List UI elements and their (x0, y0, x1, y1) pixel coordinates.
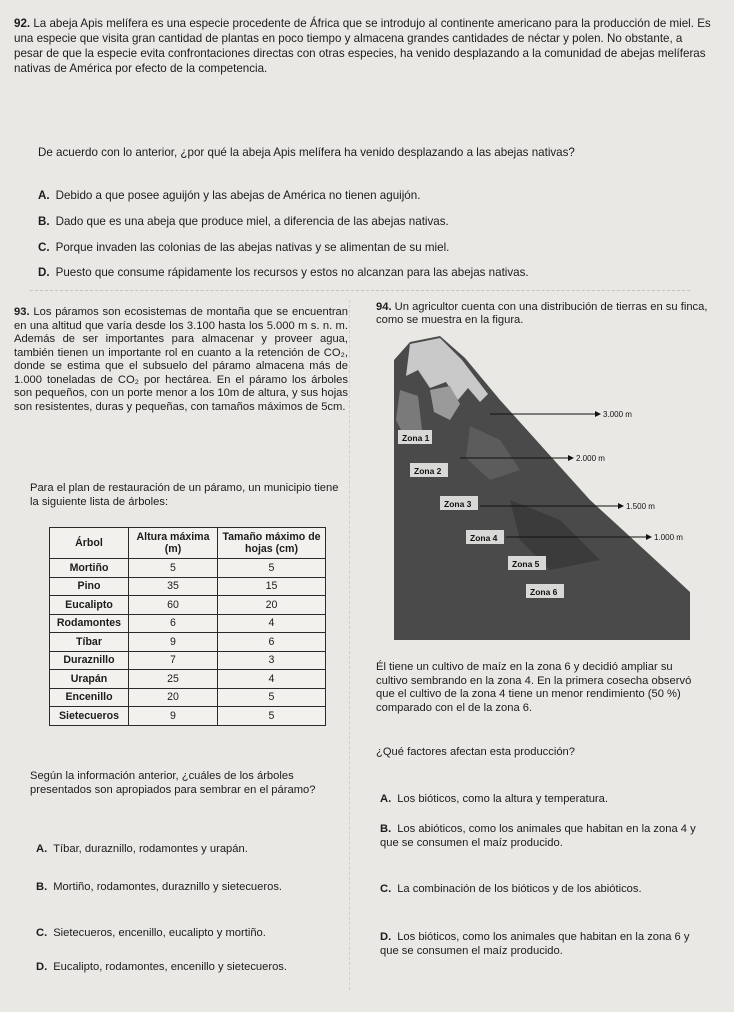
arrow-head-icon (568, 455, 574, 461)
option-letter: B. (36, 881, 48, 893)
zone-label: Zona 6 (530, 587, 558, 597)
table-cell: Sietecueros (50, 707, 129, 726)
table-row (50, 651, 326, 670)
question-94-prompt: ¿Qué factores afectan esta producción? (376, 746, 576, 758)
altitude-label: 1.000 m (654, 533, 683, 542)
table-row (50, 688, 326, 707)
table-cell: 5 (218, 707, 326, 726)
option-letter: A. (380, 793, 392, 805)
option-text: Mortiño, rodamontes, duraznillo y sietecueros. (53, 881, 283, 893)
option-letter: C. (36, 927, 48, 939)
option-letter: A. (38, 189, 50, 202)
table-row (50, 614, 326, 633)
zone-label: Zona 3 (444, 499, 472, 509)
arrow-head-icon (618, 503, 624, 509)
table-row (50, 559, 326, 578)
option-text: Los bióticos, como la altura y temperatura. (397, 793, 608, 805)
table-cell: Encenillo (50, 688, 129, 707)
question-94-passage (376, 301, 716, 327)
table-header: Árbol (50, 528, 129, 559)
question-94-number: 94. (376, 301, 392, 313)
option-letter: D. (36, 961, 48, 973)
zone-label: Zona 1 (402, 433, 430, 443)
table-cell: 5 (218, 559, 326, 578)
table-cell: 5 (218, 688, 326, 707)
question-92-option-b[interactable] (38, 214, 449, 229)
table-cell: Rodamontes (50, 614, 129, 633)
table-row (50, 633, 326, 652)
table-cell: 20 (218, 596, 326, 615)
option-text: Los bióticos, como los animales que habitan en la zona 6 y que se consumen el maíz producido. (380, 931, 690, 957)
option-text: Tíbar, duraznillo, rodamontes y urapán. (53, 843, 248, 855)
column-divider (349, 300, 350, 990)
table-cell: Duraznillo (50, 651, 129, 670)
option-letter: D. (38, 266, 50, 279)
option-text: Sietecueros, encenillo, eucalipto y mortiño. (53, 927, 266, 939)
table-cell: 3 (218, 651, 326, 670)
option-letter: D. (380, 931, 392, 943)
option-letter: C. (38, 241, 50, 254)
table-header: Tamaño máximo de hojas (cm) (218, 528, 326, 559)
question-93-option-a[interactable] (36, 842, 341, 856)
option-letter: B. (38, 215, 50, 228)
option-text: Dado que es una abeja que produce miel, a diferencia de las abejas nativas. (55, 215, 449, 228)
table-cell: 60 (129, 596, 218, 615)
table-cell: 5 (129, 559, 218, 578)
option-text: Porque invaden las colonias de las abejas nativas y se alimentan de su miel. (55, 241, 450, 254)
zone-label: Zona 2 (414, 466, 442, 476)
table-cell: 20 (129, 688, 218, 707)
question-92-option-d[interactable] (38, 265, 529, 280)
table-cell: 15 (218, 577, 326, 596)
arrow-head-icon (646, 534, 652, 540)
table-cell: Mortiño (50, 559, 129, 578)
question-92-prompt: De acuerdo con lo anterior, ¿por qué la abeja Apis melífera ha venido desplazando a las abejas nativas? (38, 146, 575, 159)
question-92-number: 92. (14, 17, 31, 30)
question-93-option-c[interactable] (36, 926, 341, 940)
question-93-intro-table: Para el plan de restauración de un páramo, un municipio tiene la siguiente lista de árboles: (30, 482, 339, 508)
arrow-head-icon (595, 411, 601, 417)
table-cell: 25 (129, 670, 218, 689)
question-93-prompt: Según la información anterior, ¿cuáles de los árboles presentados son apropiados para sembrar en el páramo? (30, 770, 316, 796)
mountain-figure (370, 330, 700, 650)
question-94-option-d[interactable] (380, 930, 700, 958)
table-cell: Urapán (50, 670, 129, 689)
question-94-option-b[interactable] (380, 822, 700, 850)
table-row (50, 670, 326, 689)
table-row (50, 707, 326, 726)
table-cell: 9 (129, 707, 218, 726)
table-cell: 6 (129, 614, 218, 633)
option-text: Debido a que posee aguijón y las abejas de América no tienen aguijón. (55, 189, 421, 202)
question-93-text: Los páramos son ecosistemas de montaña que se encuentran en una altitud que varía desde los 3.100 hasta los 5.000 m s. n. m. Además de ser importantes para almacenar y proveer agua, también tienen un importante rol en cuanto a la retención de CO₂, donde se estima que el subsuelo del páramo almacena más de 1.000 toneladas de CO₂ por hectárea. En el páramo los árboles son pequeños, con un porte menor a los 10m de altura, y sus hojas son resistentes, duras y pequeñas, con tamaños máximos de 5cm. (14, 306, 349, 413)
question-94-text: Un agricultor cuenta con una distribución de tierras en su finca, como se muestra en la figura. (376, 301, 708, 326)
table-cell: 7 (129, 651, 218, 670)
altitude-label: 1.500 m (626, 502, 655, 511)
question-93-option-b[interactable] (36, 880, 341, 894)
table-cell: Tíbar (50, 633, 129, 652)
option-text: Los abióticos, como los animales que habitan en la zona 4 y que se consumen el maíz producido. (380, 823, 696, 849)
question-94-context: Él tiene un cultivo de maíz en la zona 6 y decidió ampliar su cultivo sembrando en la zona 4. En la primera cosecha observó que el cultivo de la zona 4 tiene un menor rendimiento (50 %) comparado con el de la zona 6. (376, 661, 692, 714)
trees-table (49, 527, 326, 726)
question-92-passage (14, 16, 714, 76)
question-93-passage (14, 306, 348, 414)
option-text: La combinación de los bióticos y de los abióticos. (397, 883, 642, 895)
table-row (50, 577, 326, 596)
question-94-option-c[interactable] (380, 882, 700, 896)
table-cell: Eucalipto (50, 596, 129, 615)
option-letter: A. (36, 843, 48, 855)
option-letter: B. (380, 823, 392, 835)
option-letter: C. (380, 883, 392, 895)
option-text: Puesto que consume rápidamente los recursos y estos no alcanzan para las abejas nativas. (55, 266, 529, 279)
table-cell: Pino (50, 577, 129, 596)
table-row (50, 596, 326, 615)
question-93-number: 93. (14, 306, 30, 318)
section-divider (30, 290, 690, 291)
altitude-label: 2.000 m (576, 454, 605, 463)
table-cell: 4 (218, 670, 326, 689)
question-93-option-d[interactable] (36, 960, 341, 974)
zone-label: Zona 5 (512, 559, 540, 569)
altitude-label: 3.000 m (603, 410, 632, 419)
option-text: Eucalipto, rodamontes, encenillo y sietecueros. (53, 961, 288, 973)
table-cell: 4 (218, 614, 326, 633)
table-cell: 6 (218, 633, 326, 652)
question-92-option-c[interactable] (38, 240, 449, 255)
table-header: Altura máxima (m) (129, 528, 218, 559)
question-92-text: La abeja Apis melífera es una especie procedente de África que se introdujo al continente americano para la producción de miel. Es una especie que visita gran cantidad de plantas en poco tiempo y almacena grandes cantidades de néctar y polen. No obstante, a pesar de que la especie evita confrontaciones directas con otras especies, ha venido desplazando a la comunidad de abejas melíferas nativas de América por efecto de la competencia. (14, 17, 711, 75)
table-cell: 9 (129, 633, 218, 652)
question-94-option-a[interactable] (380, 792, 700, 806)
zone-label: Zona 4 (470, 533, 498, 543)
question-92-option-a[interactable] (38, 188, 420, 203)
table-header-row (50, 528, 326, 559)
table-cell: 35 (129, 577, 218, 596)
